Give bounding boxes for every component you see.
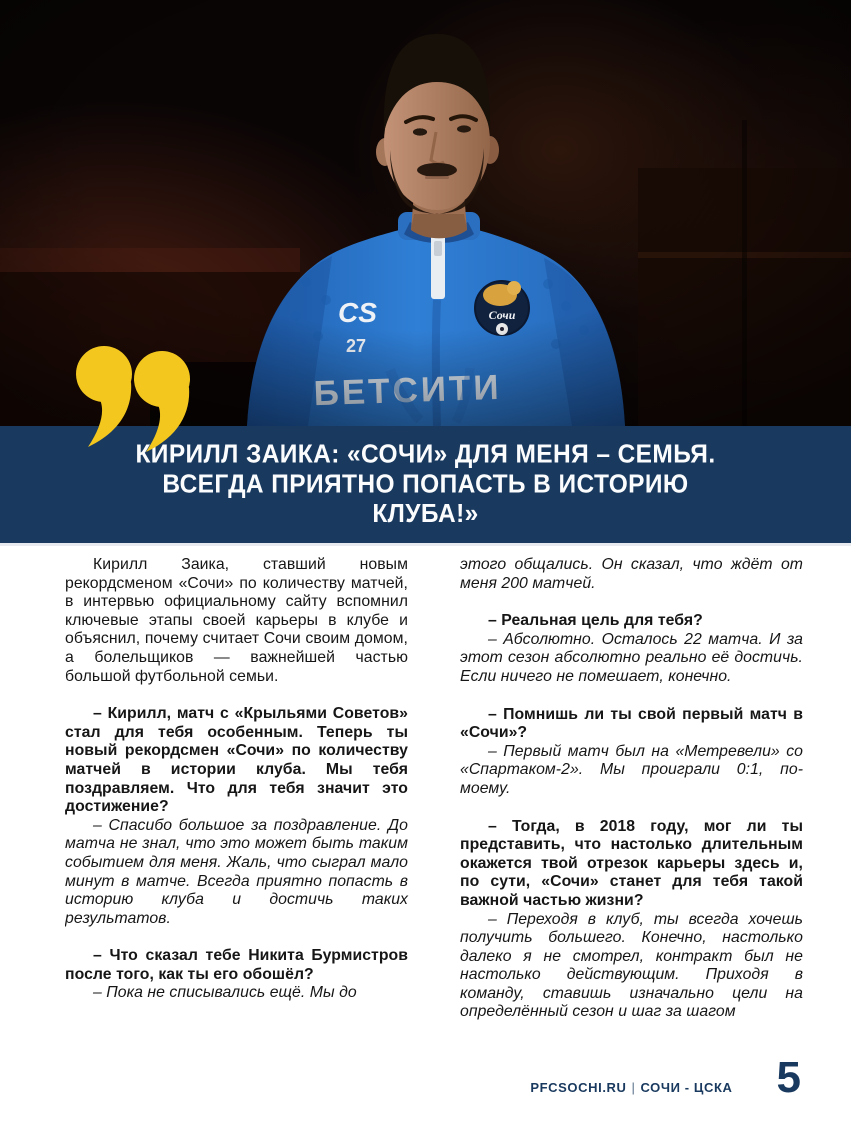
paragraph-intro: Кирилл Заика, ставший новым рекордсменом «Сочи» по количеству матчей, в интервью официальному сайту вспомнил ключевые этапы своей карьеры в клубе и объяснил, почему считает Сочи своим домом, а болельщиков — важнейшей частью большой футбольной семьи. xyxy=(65,556,408,685)
paragraph-answer: – Первый матч был на «Метревели» со «Спартаком-2». Мы проиграли 0:1, по-моему. xyxy=(460,742,803,797)
page-footer xyxy=(530,1053,801,1102)
paragraph-question: – Помнишь ли ты свой первый матч в «Сочи»? xyxy=(460,705,803,742)
paragraph-question: – Кирилл, матч с «Крыльями Советов» стал для тебя особенным. Теперь ты новый рекордсмен «Сочи» по количеству матчей в истории клуба. Мы тебя поздравляем. Что для тебя значит это достижение? xyxy=(65,705,408,816)
quote-icon xyxy=(60,346,192,452)
page-title xyxy=(135,440,715,529)
paragraph-question: – Что сказал тебе Никита Бурмистров после того, как ты его обошёл? xyxy=(65,947,408,983)
paragraph-answer: – Абсолютно. Осталось 22 матча. И за этот сезон абсолютно реально её достичь. Если ничего не помешает, конечно. xyxy=(460,630,803,685)
title-line: ВСЕГДА ПРИЯТНО ПОПАСТЬ В ИСТОРИЮ xyxy=(162,469,689,499)
match-title: СОЧИ - ЦСКА xyxy=(640,1080,733,1095)
quote-icon-glyph xyxy=(60,346,192,452)
title-line: КИРИЛЛ ЗАИКА: «СОЧИ» ДЛЯ МЕНЯ – СЕМЬЯ. xyxy=(135,439,716,469)
paragraph-answer: – Спасибо большое за поздравление. До матча не знал, что это может быть таким событием для меня. Жаль, что сыграл мало минут в матче. Всегда приятно попасть в историю клуба и достичь таких результатов. xyxy=(65,816,408,927)
right-column xyxy=(460,556,803,1048)
paragraph-question: – Реальная цель для тебя? xyxy=(488,612,703,630)
left-column xyxy=(65,556,408,1048)
paragraph-answer: – Переходя в клуб, ты всегда хочешь получить большего. Конечно, настолько далеко я не смотрел, контракт был не настолько действующим. Приходя в команду, ставишь изначально цели на определённый сезон и шаг за шагом xyxy=(460,910,803,1021)
footer-line xyxy=(530,1080,732,1095)
paragraph-question: – Тогда, в 2018 году, мог ли ты представить, что настолько длительным окажется твой отрезок карьеры здесь и, по сути, «Сочи» станет для тебя такой важной частью жизни? xyxy=(460,817,803,909)
title-line: КЛУБА!» xyxy=(372,499,479,528)
site-url: PFCSOCHI.RU xyxy=(530,1080,627,1095)
article-body xyxy=(65,556,803,1048)
paragraph-answer: – Пока не списывались ещё. Мы до xyxy=(93,984,357,1002)
paragraph-answer-cont: этого общались. Он сказал, что ждёт от меня 200 матчей. xyxy=(460,556,803,592)
page-number: 5 xyxy=(776,1053,801,1102)
footer-separator: | xyxy=(631,1080,636,1095)
